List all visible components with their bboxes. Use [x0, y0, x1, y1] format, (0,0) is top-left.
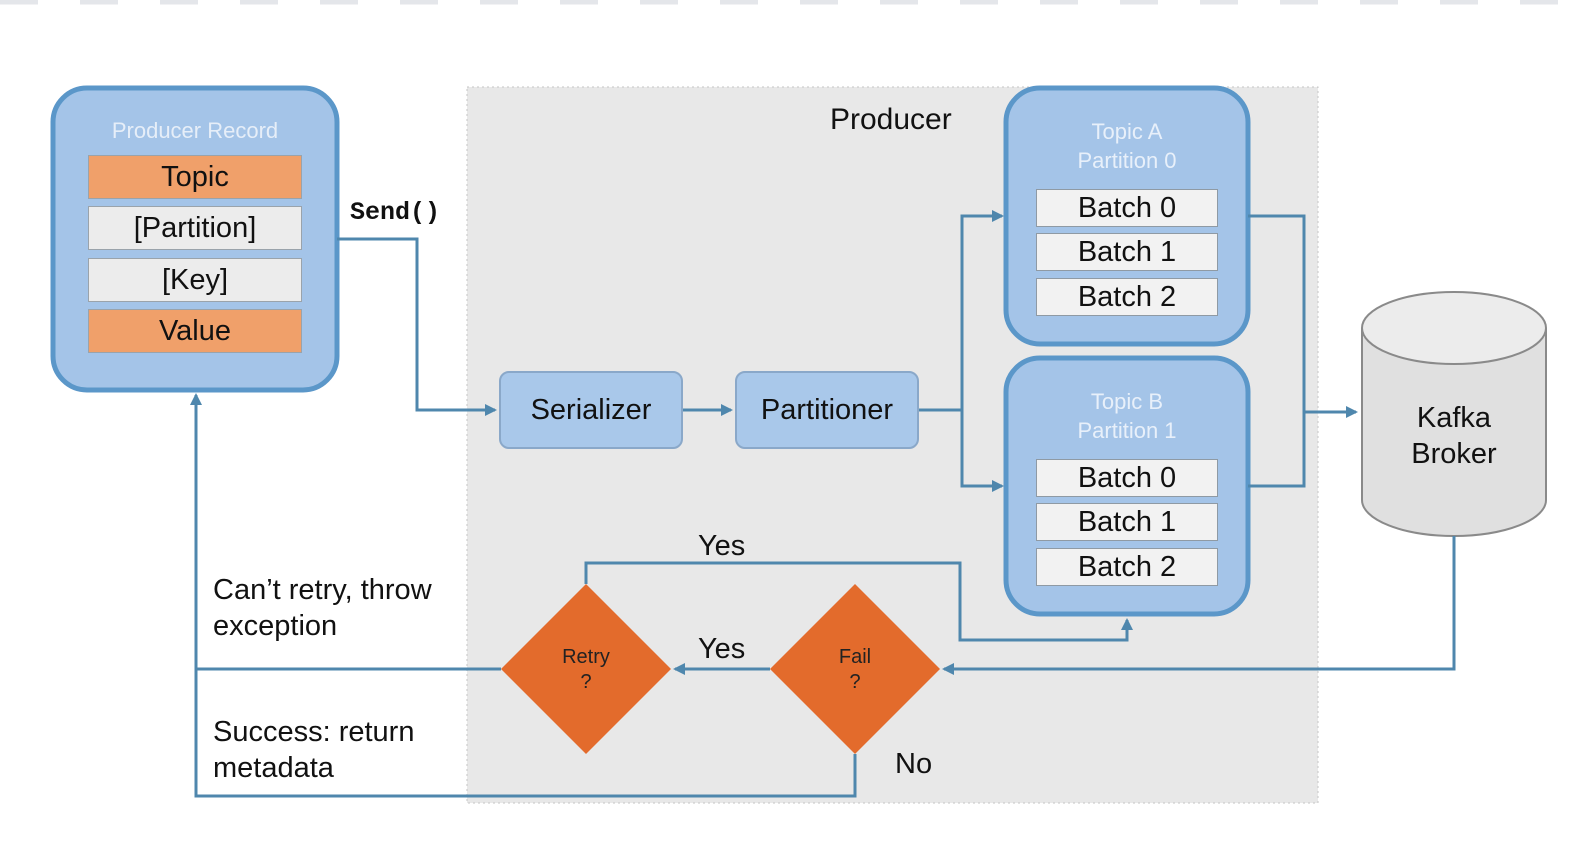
topic-a-title — [1005, 117, 1249, 175]
send-label: Send() — [350, 198, 441, 227]
topic-a-batch-2: Batch 2 — [1036, 278, 1218, 316]
field-value: Value — [88, 309, 302, 353]
topic-a-name: Topic A — [1091, 119, 1163, 144]
topic-b-name: Topic B — [1090, 389, 1164, 414]
retry-label — [546, 645, 626, 695]
no-label: No — [895, 748, 933, 780]
retry-line-1: Retry — [562, 646, 610, 668]
topic-b-batch-2: Batch 2 — [1036, 548, 1218, 586]
producer-record-title: Producer Record — [111, 118, 279, 143]
topic-a-partition: Partition 0 — [1077, 148, 1177, 173]
field-topic: Topic — [88, 155, 302, 199]
cant-retry-line-1: Can’t retry, throw — [213, 574, 432, 606]
cant-retry-line-2: exception — [213, 610, 338, 642]
fail-label — [815, 645, 895, 695]
retry-line-2: ? — [580, 671, 592, 693]
cant-retry-label — [213, 572, 432, 644]
serializer-box: Serializer — [499, 371, 683, 449]
topic-b-batch-0: Batch 0 — [1036, 459, 1218, 497]
success-line-1: Success: return — [213, 716, 415, 748]
producer-label: Producer — [830, 103, 952, 136]
kafka-broker-label — [1362, 400, 1546, 472]
success-label — [213, 714, 414, 786]
topic-b-batch-1: Batch 1 — [1036, 503, 1218, 541]
broker-line-2: Broker — [1411, 438, 1497, 470]
success-line-2: metadata — [213, 752, 334, 784]
field-key: [Key] — [88, 258, 302, 302]
topic-a-batch-0: Batch 0 — [1036, 189, 1218, 227]
yes-top-label: Yes — [698, 530, 746, 562]
field-partition: [Partition] — [88, 206, 302, 250]
topic-b-title — [1005, 387, 1249, 445]
broker-line-1: Kafka — [1416, 402, 1492, 434]
fail-line-2: ? — [849, 671, 861, 693]
yes-mid-label: Yes — [698, 633, 746, 665]
topic-b-partition: Partition 1 — [1077, 418, 1177, 443]
fail-line-1: Fail — [838, 646, 872, 668]
topic-a-batch-1: Batch 1 — [1036, 233, 1218, 271]
partitioner-box: Partitioner — [735, 371, 919, 449]
